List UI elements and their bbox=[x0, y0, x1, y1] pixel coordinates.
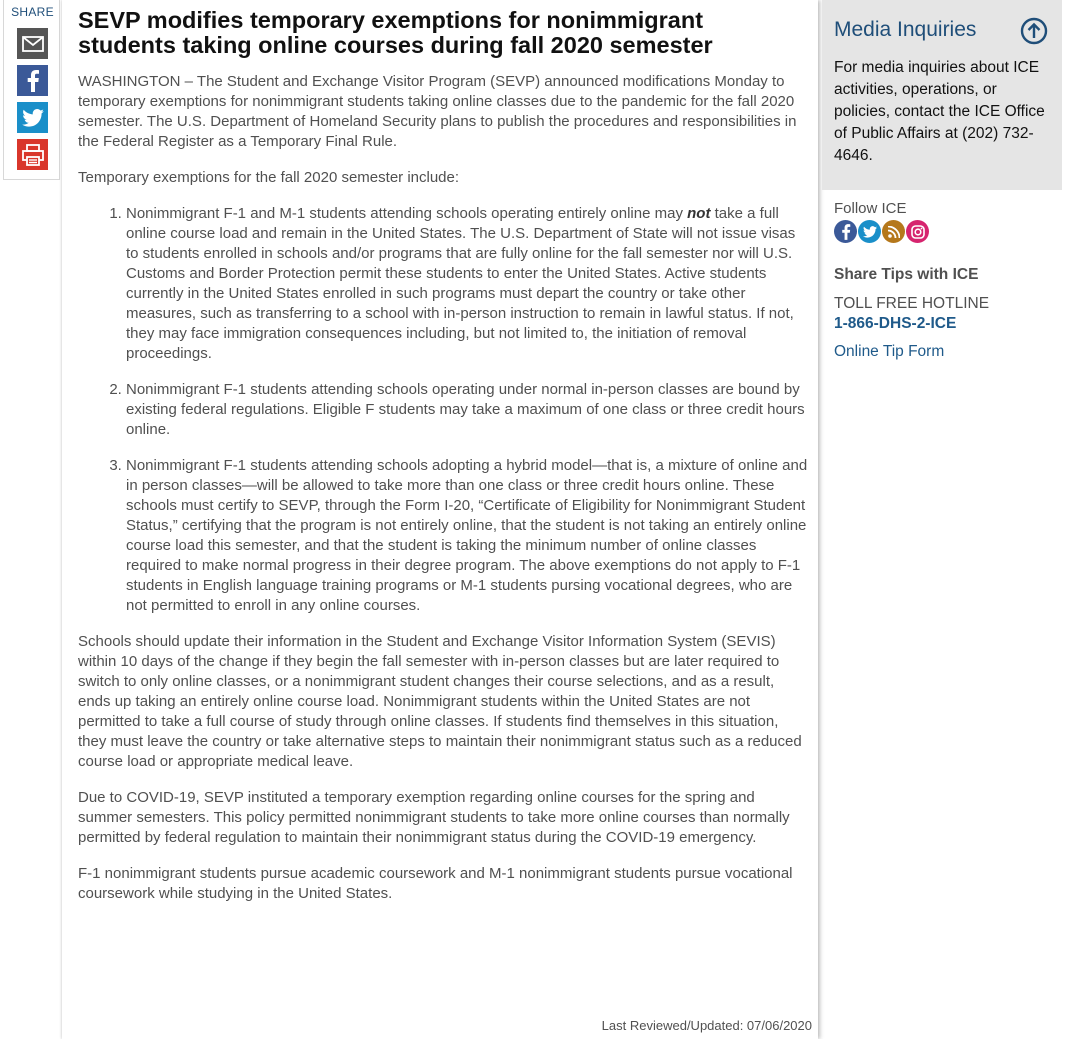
last-updated: Last Reviewed/Updated: 07/06/2020 bbox=[601, 1018, 812, 1033]
print-icon bbox=[22, 144, 44, 166]
follow-ice-label: Follow ICE bbox=[834, 200, 907, 217]
share-email-button[interactable] bbox=[17, 28, 48, 59]
media-inquiries-title: Media Inquiries bbox=[834, 18, 977, 41]
arrow-up-circle-icon[interactable] bbox=[1020, 17, 1048, 45]
share-rail bbox=[3, 0, 60, 180]
hotline-label: TOLL FREE HOTLINE bbox=[834, 295, 990, 312]
sevis-paragraph: Schools should update their information in the Student and Exchange Visitor Information System (SEVIS) within 10 days of the change if they begin the fall semester with in-person classes but are later required to switch to only online classes, or a nonimmigrant student changes their course selections, and as a result, ends up taking an entirely online course load. Nonimmigrant students within the United States are not permitted to take a full course of study through online classes. If students find themselves in this situation, they must leave the country or take alternative steps to maintain their nonimmigrant status such as a reduced course load or appropriate medical leave. bbox=[78, 633, 802, 770]
list-item: 1. Nonimmigrant F-1 and M-1 students attending schools operating entirely online may not take a full online course load and remain in the United States. The U.S. Department of State will not issue visas to students enrolled in schools and/or programs that are fully online for the fall semester nor will U.S. Customs and Border Protection permit these students to enter the United States. Active students currently in the United States enrolled in such programs must depart the country or take other measures, such as transferring to a school with in-person instruction to remain in lawful status. If not, they may face immigration consequences including, but not limited to, the initiation of removal proceedings. bbox=[126, 204, 808, 364]
facebook-icon bbox=[26, 70, 40, 92]
print-button[interactable] bbox=[17, 139, 48, 170]
online-tip-form-link[interactable]: Online Tip Form bbox=[834, 343, 945, 360]
facebook-icon[interactable] bbox=[834, 220, 857, 243]
hotline-number[interactable]: 1-866-DHS-2-ICE bbox=[834, 315, 957, 332]
list-item: 2. Nonimmigrant F-1 students attending schools operating under normal in-person classes are bound by existing federal regulations. Eligible F students may take a maximum of one class or three credit hours online. bbox=[126, 380, 808, 440]
twitter-icon bbox=[22, 109, 44, 127]
article bbox=[78, 8, 808, 904]
mail-icon bbox=[22, 36, 44, 52]
list-item: 3. Nonimmigrant F-1 students attending schools adopting a hybrid model—that is, a mixture of online and in person classes—will be allowed to take more than one class or three credit hours online. These schools must certify to SEVP, through the Form I-20, “Certificate of Eligibility for Nonimmigrant Student Status,” certifying that the program is not entirely online, that the student is not taking an entirely online course load this semester, and that the student is taking the minimum number of online classes required to make normal progress in their degree program. The above exemptions do not apply to F-1 students in English language training programs or M-1 students pursing vocational degrees, who are not permitted to enroll in any online courses. bbox=[126, 456, 808, 616]
media-inquiries-panel bbox=[822, 0, 1062, 190]
intro-paragraph: Temporary exemptions for the fall 2020 semester include: bbox=[78, 169, 460, 186]
exemptions-list bbox=[78, 204, 808, 616]
share-tips-title: Share Tips with ICE bbox=[834, 266, 979, 283]
media-inquiries-text: For media inquiries about ICE activities, operations, or policies, contact the ICE Office of Public Affairs at (202) 732-4646. bbox=[834, 59, 1045, 164]
share-facebook-button[interactable] bbox=[17, 65, 48, 96]
page-title: SEVP modifies temporary exemptions for nonimmigrant students taking online courses during fall 2020 semester bbox=[78, 7, 713, 58]
twitter-icon[interactable] bbox=[858, 220, 881, 243]
instagram-icon[interactable] bbox=[906, 220, 929, 243]
social-links bbox=[834, 220, 929, 243]
share-label: SHARE bbox=[11, 5, 54, 19]
emphasis-not: not bbox=[687, 205, 711, 222]
share-twitter-button[interactable] bbox=[17, 102, 48, 133]
covid-paragraph: Due to COVID-19, SEVP instituted a temporary exemption regarding online courses for the spring and summer semesters. This policy permitted nonimmigrant students to take more online courses than normally permitted by federal regulation to maintain their nonimmigrant status during the COVID-19 emergency. bbox=[78, 789, 790, 846]
main-content bbox=[62, 0, 818, 1039]
f1-paragraph: F-1 nonimmigrant students pursue academic coursework and M-1 nonimmigrant students pursue vocational coursework while studying in the United States. bbox=[78, 865, 793, 902]
lede-paragraph: WASHINGTON – The Student and Exchange Visitor Program (SEVP) announced modifications Monday to temporary exemptions for nonimmigrant students taking online classes due to the pandemic for the fall 2020 semester. The U.S. Department of Homeland Security plans to publish the procedures and responsibilities in the Federal Register as a Temporary Final Rule. bbox=[78, 73, 797, 150]
rss-icon[interactable] bbox=[882, 220, 905, 243]
